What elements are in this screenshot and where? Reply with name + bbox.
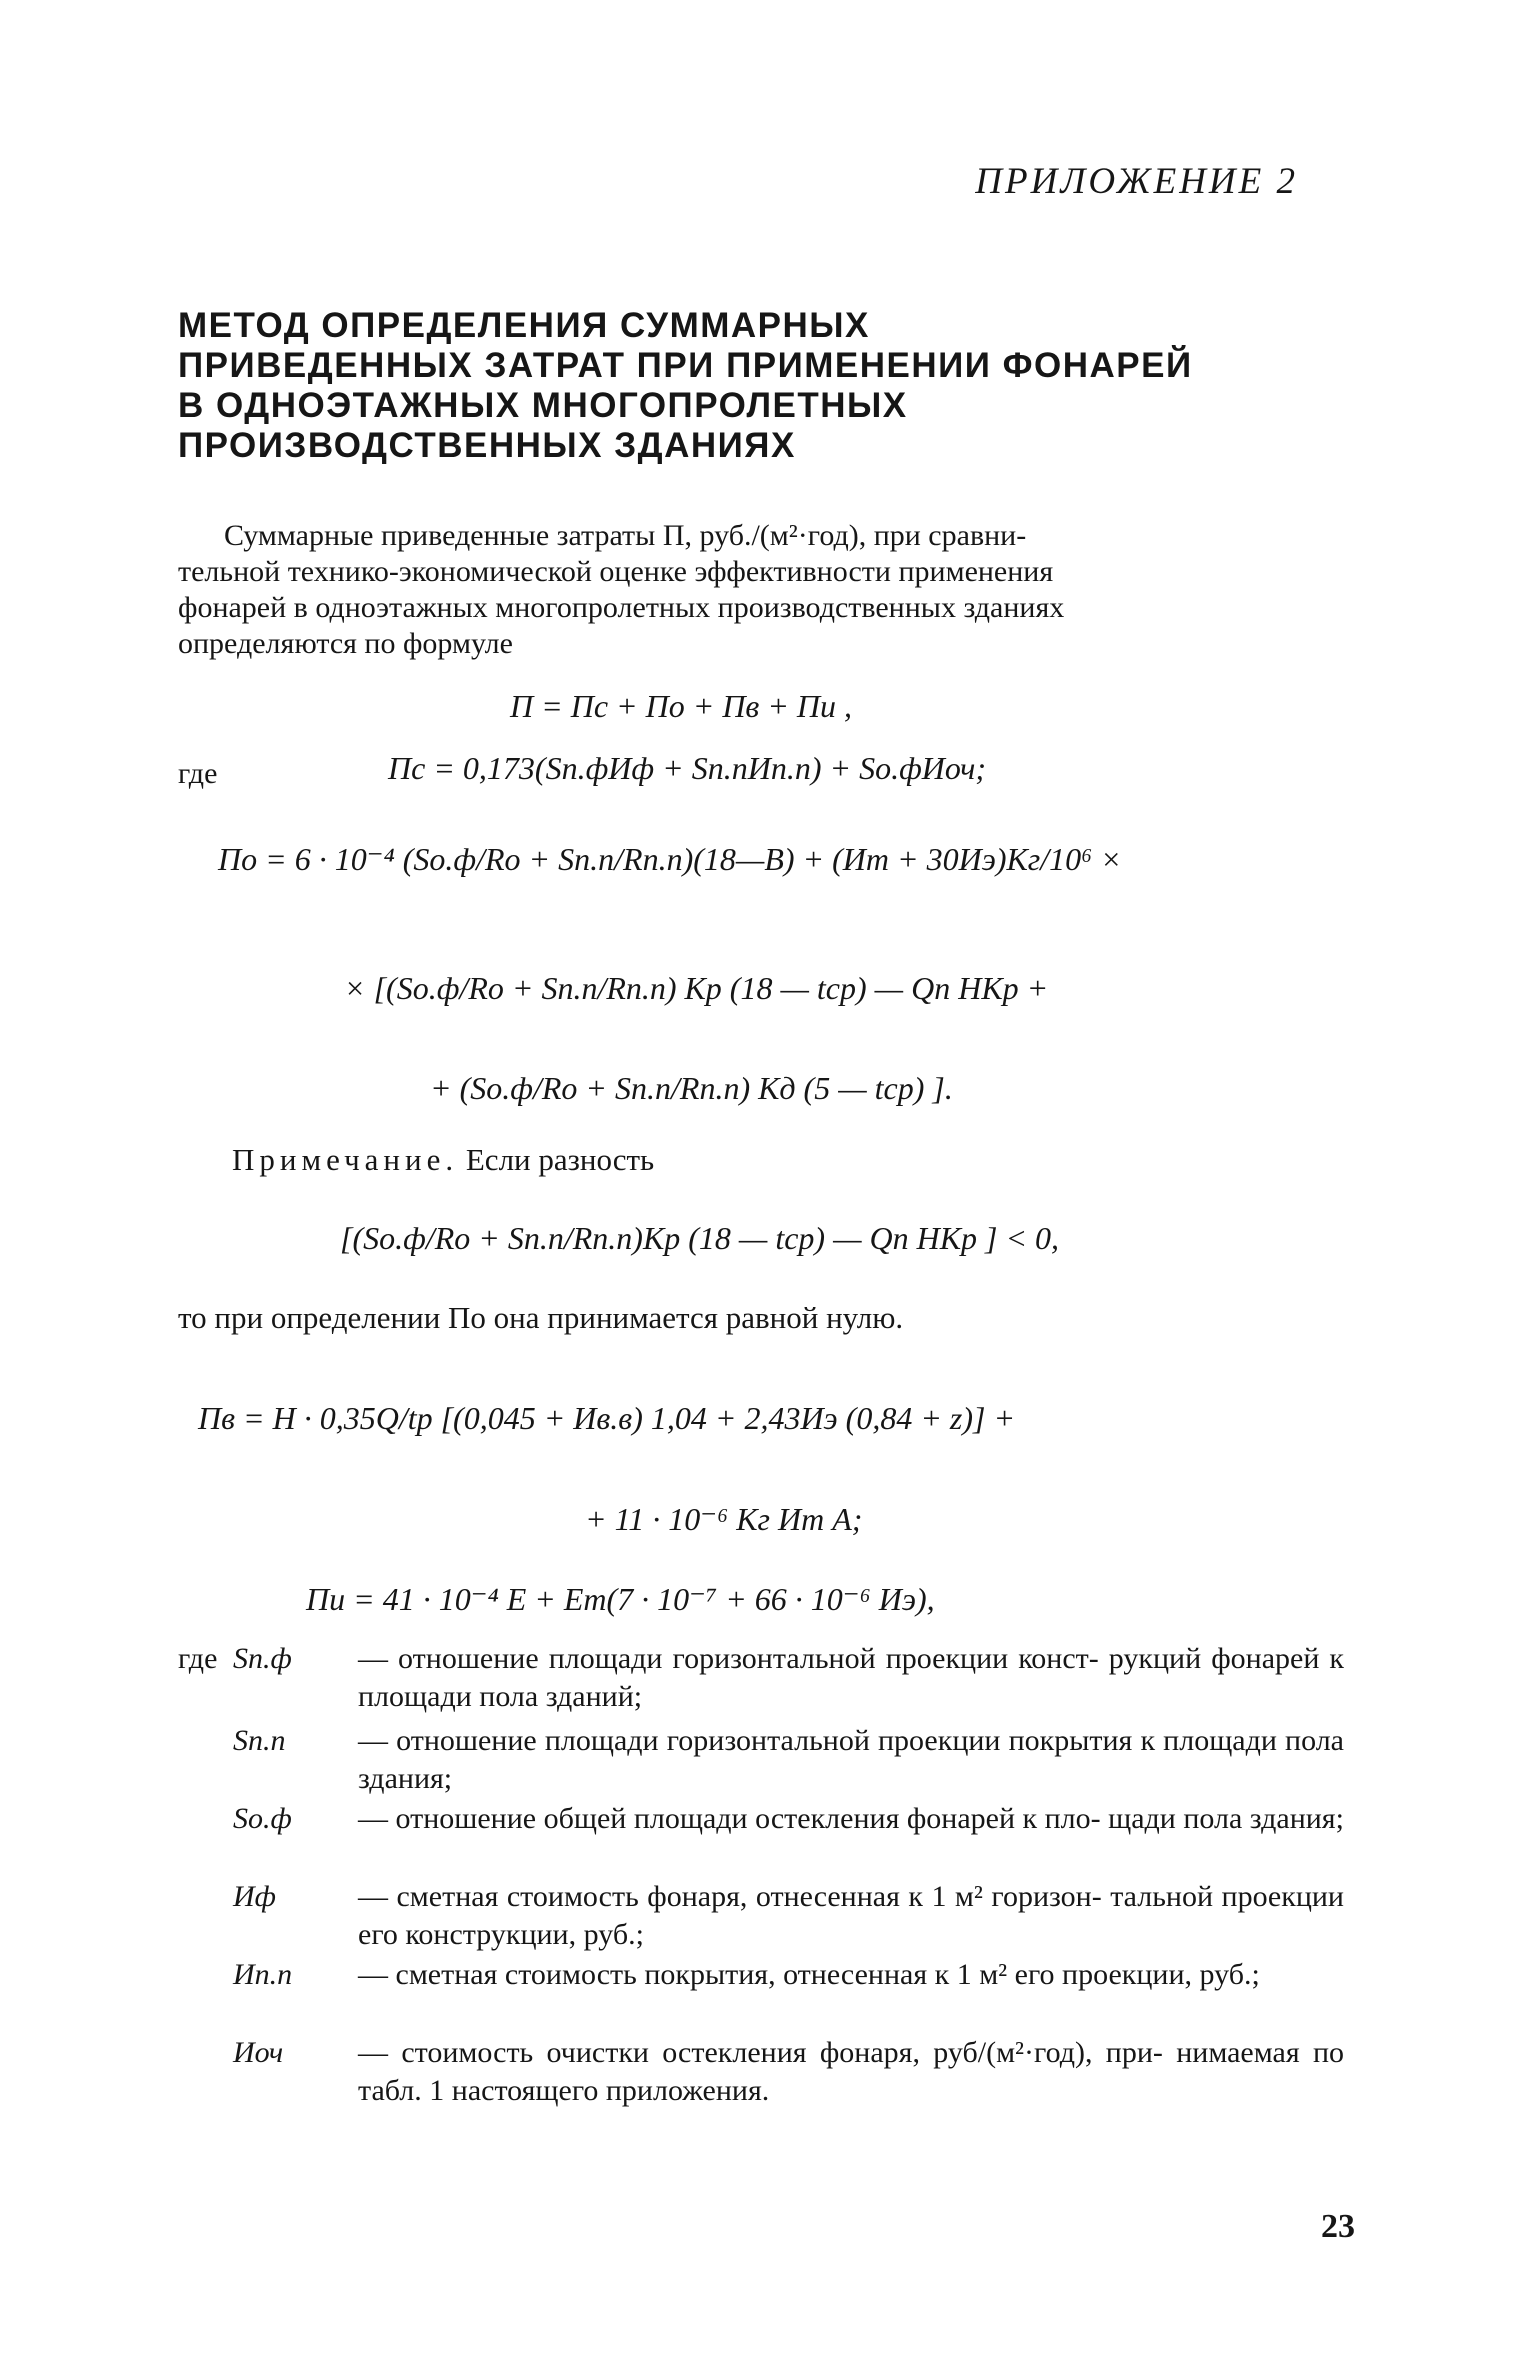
definition-symbol: Sп.п bbox=[233, 1724, 286, 1757]
title-line: В ОДНОЭТАЖНЫХ МНОГОПРОЛЕТНЫХ bbox=[178, 386, 908, 425]
formula-main: П = Пс + По + Пв + Пи , bbox=[510, 688, 853, 724]
definition-symbol: Иф bbox=[233, 1880, 276, 1913]
title-line: ПРИВЕДЕННЫХ ЗАТРАТ ПРИ ПРИМЕНЕНИИ ФОНАРЕЙ bbox=[178, 346, 1193, 385]
definition-symbol: Ип.п bbox=[233, 1958, 293, 1991]
intro-line: Суммарные приведенные затраты П, руб./(м²·год), при сравни- bbox=[224, 519, 1027, 552]
formula-po-line-2: × [(Sо.ф/Rо + Sп.п/Rп.п) Кр (18 — tср) — Qп НКр + bbox=[344, 970, 1049, 1006]
where-label: где bbox=[178, 757, 218, 790]
definition-symbol: Иоч bbox=[233, 2036, 284, 2069]
intro-paragraph bbox=[178, 518, 1344, 662]
definition-text: — отношение общей площади остекления фонарей к пло- щади пола здания; bbox=[358, 1802, 1344, 1835]
note-text: Если разность bbox=[465, 1142, 655, 1177]
appendix-label: ПРИЛОЖЕНИЕ 2 bbox=[975, 161, 1298, 202]
formula-po-line-3: + (Sо.ф/Rо + Sп.п/Rп.п) Кд (5 — tср) ]. bbox=[430, 1070, 953, 1106]
definition-symbol: Sо.ф bbox=[233, 1802, 292, 1835]
title-line: ПРОИЗВОДСТВЕННЫХ ЗДАНИЯХ bbox=[178, 426, 796, 465]
formula-pi: Пи = 41 · 10⁻⁴ Е + Ет(7 · 10⁻⁷ + 66 · 10⁻⁶ Иэ), bbox=[306, 1581, 935, 1617]
definition-text: — стоимость очистки остекления фонаря, руб/(м²·год), при- нимаемая по табл. 1 настоящего приложения. bbox=[358, 2036, 1344, 2107]
formula-po-line-1: По = 6 · 10⁻⁴ (Sо.ф/Rо + Sп.п/Rп.п)(18—B) + (Ит + 30Иэ)Кг/10⁶ × bbox=[218, 841, 1122, 877]
definitions-where: где bbox=[178, 1642, 218, 1675]
note-conclusion: то при определении По она принимается равной нулю. bbox=[178, 1300, 904, 1335]
page-number: 23 bbox=[1321, 2208, 1355, 2245]
definition-text: — сметная стоимость фонаря, отнесенная к 1 м² горизон- тальной проекции его конструкции, руб.; bbox=[358, 1880, 1344, 1951]
formula-pc: Пс = 0,173(Sп.фИф + Sп.пИп.п) + Sо.фИоч; bbox=[388, 750, 986, 786]
definition-text: — отношение площади горизонтальной проекции конст- рукций фонарей к площади пола зданий; bbox=[358, 1642, 1344, 1713]
intro-line: тельной технико-экономической оценке эффективности применения bbox=[178, 555, 1054, 588]
note bbox=[232, 1142, 654, 1178]
formula-pv-line-1: Пв = Н · 0,35Q/tр [(0,045 + Ив.в) 1,04 + 2,43Иэ (0,84 + z)] + bbox=[198, 1400, 1016, 1436]
note-formula: [(Sо.ф/Rо + Sп.п/Rп.п)Кр (18 — tср) — Qп НКр ] < 0, bbox=[340, 1220, 1060, 1256]
definition-symbol: Sп.ф bbox=[233, 1642, 292, 1675]
intro-line: фонарей в одноэтажных многопролетных производственных зданиях bbox=[178, 591, 1065, 624]
intro-line: определяются по формуле bbox=[178, 627, 513, 660]
formula-pv-line-2: + 11 · 10⁻⁶ Кг Ит А; bbox=[585, 1501, 863, 1537]
note-label: Примечание. bbox=[232, 1142, 459, 1177]
title-line: МЕТОД ОПРЕДЕЛЕНИЯ СУММАРНЫХ bbox=[178, 306, 870, 345]
definition-text: — сметная стоимость покрытия, отнесенная к 1 м² его проекции, руб.; bbox=[358, 1958, 1260, 1991]
section-title bbox=[178, 306, 1328, 466]
definition-text: — отношение площади горизонтальной проекции покрытия к площади пола здания; bbox=[358, 1724, 1344, 1795]
